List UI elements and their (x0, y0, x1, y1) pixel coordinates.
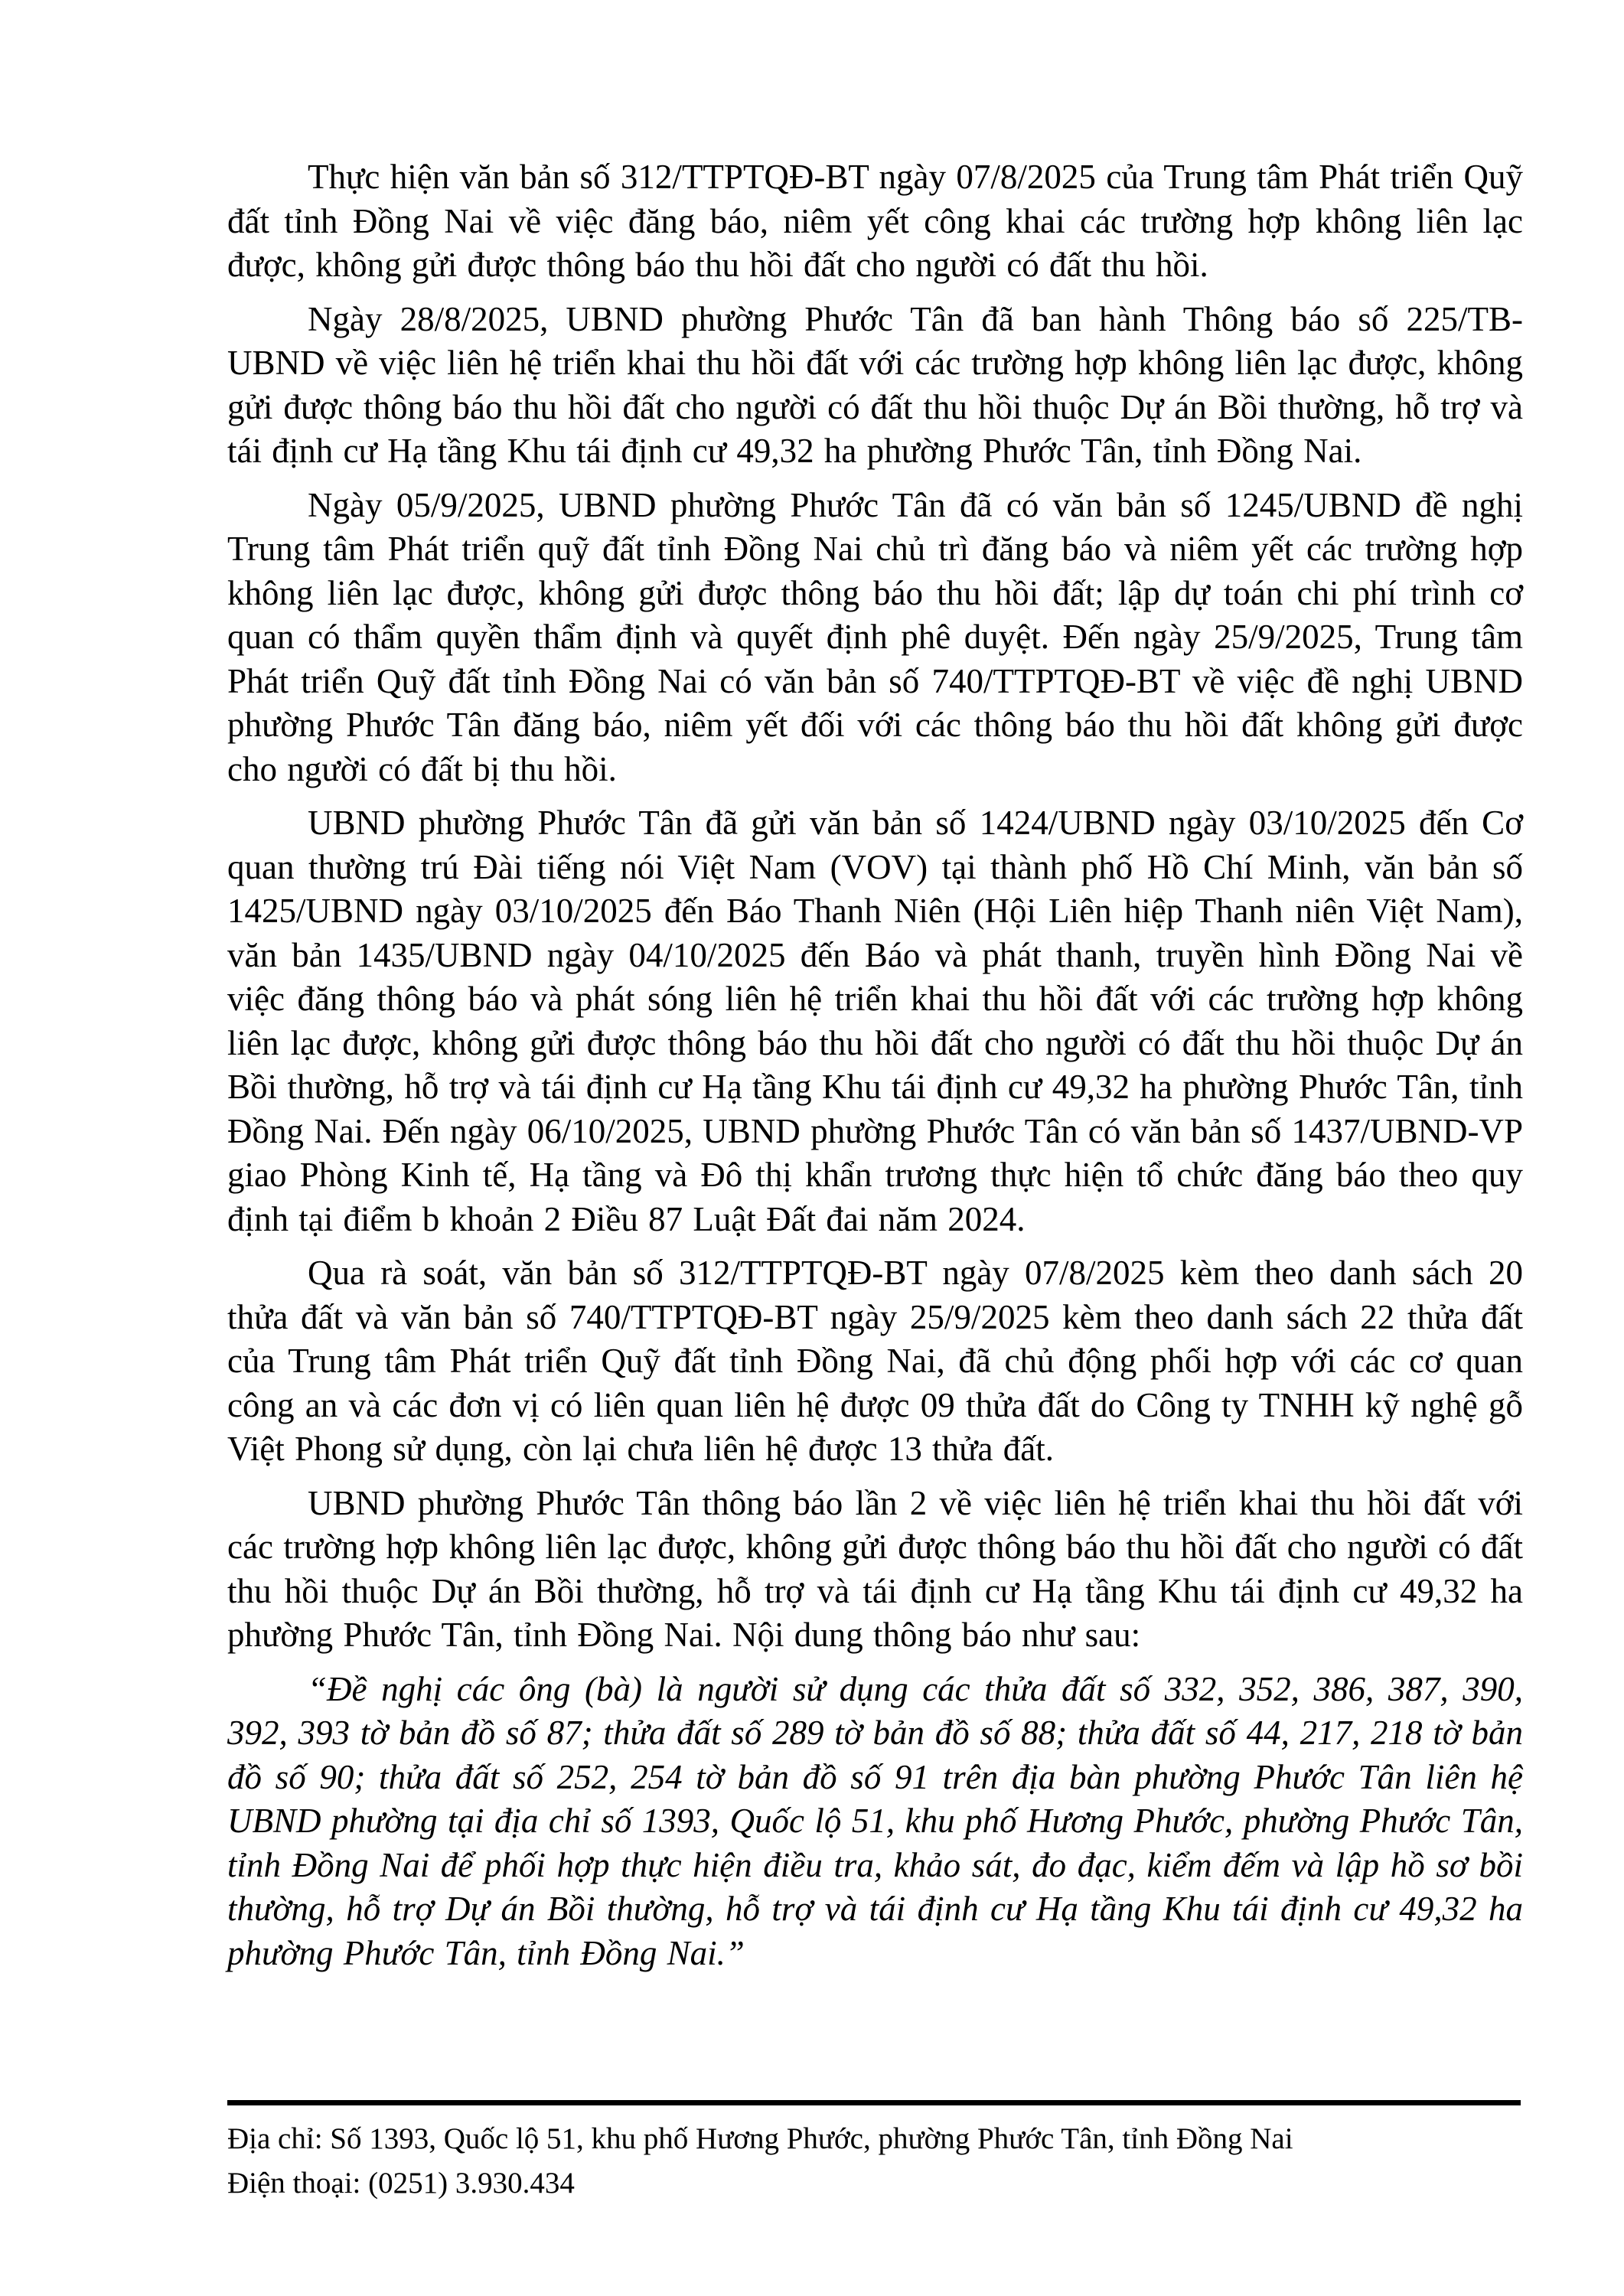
paragraph-5: Qua rà soát, văn bản số 312/TTPTQĐ-BT ngày 07/8/2025 kèm theo danh sách 20 thửa đất và văn bản số 740/TTPTQĐ-BT ngày 25/9/2025 kèm theo danh sách 22 thửa đất của Trung tâm Phát triển Quỹ đất tỉnh Đồng Nai, đã chủ động phối hợp với các cơ quan công an và các đơn vị có liên quan liên hệ được 09 thửa đất do Công ty TNHH kỹ nghệ gỗ Việt Phong sử dụng, còn lại chưa liên hệ được 13 thửa đất. (227, 1254, 1523, 1468)
paragraph-6: UBND phường Phước Tân thông báo lần 2 về việc liên hệ triển khai thu hồi đất với các trường hợp không liên lạc được, không gửi được thông báo thu hồi đất cho người có đất thu hồi thuộc Dự án Bồi thường, hỗ trợ và tái định cư Hạ tầng Khu tái định cư 49,32 ha phường Phước Tân, tỉnh Đồng Nai. Nội dung thông báo như sau: (227, 1483, 1523, 1654)
document-body (227, 155, 1523, 1985)
paragraph-4: UBND phường Phước Tân đã gửi văn bản số 1424/UBND ngày 03/10/2025 đến Cơ quan thường trú Đài tiếng nói Việt Nam (VOV) tại thành phố Hồ Chí Minh, văn bản số 1425/UBND ngày 03/10/2025 đến Báo Thanh Niên (Hội Liên hiệp Thanh niên Việt Nam), văn bản 1435/UBND ngày 04/10/2025 đến Báo và phát thanh, truyền hình Đồng Nai về việc đăng thông báo và phát sóng liên hệ triển khai thu hồi đất với các trường hợp không liên lạc được, không gửi được thông báo thu hồi đất cho người có đất thu hồi thuộc Dự án Bồi thường, hỗ trợ và tái định cư Hạ tầng Khu tái định cư 49,32 ha phường Phước Tân, tỉnh Đồng Nai. Đến ngày 06/10/2025, UBND phường Phước Tân có văn bản số 1437/UBND-VP giao Phòng Kinh tế, Hạ tầng và Đô thị khẩn trương thực hiện tổ chức đăng báo theo quy định tại điểm b khoản 2 Điều 87 Luật Đất đai năm 2024. (227, 804, 1523, 1238)
footer-address: Địa chỉ: Số 1393, Quốc lộ 51, khu phố Hương Phước, phường Phước Tân, tỉnh Đồng Nai (227, 2122, 1293, 2155)
document-footer (227, 2117, 1523, 2206)
quoted-notice-paragraph: “Đề nghị các ông (bà) là người sử dụng các thửa đất số 332, 352, 386, 387, 390, 392, 393 tờ bản đồ số 87; thửa đất số 289 tờ bản đồ số 88; thửa đất số 44, 217, 218 tờ bản đồ số 90; thửa đất số 252, 254 tờ bản đồ số 91 trên địa bàn phường Phước Tân liên hệ UBND phường tại địa chỉ số 1393, Quốc lộ 51, khu phố Hương Phước, phường Phước Tân, tỉnh Đồng Nai để phối hợp thực hiện điều tra, khảo sát, đo đạc, kiểm đếm và lập hồ sơ bồi thường, hỗ trợ Dự án Bồi thường, hỗ trợ và tái định cư Hạ tầng Khu tái định cư 49,32 ha phường Phước Tân, tỉnh Đồng Nai.” (227, 1669, 1523, 1972)
footer-divider (227, 2100, 1521, 2105)
paragraph-2: Ngày 28/8/2025, UBND phường Phước Tân đã ban hành Thông báo số 225/TB-UBND về việc liên hệ triển khai thu hồi đất với các trường hợp không liên lạc được, không gửi được thông báo thu hồi đất cho người có đất thu hồi thuộc Dự án Bồi thường, hỗ trợ và tái định cư Hạ tầng Khu tái định cư 49,32 ha phường Phước Tân, tỉnh Đồng Nai. (227, 299, 1523, 470)
paragraph-1: Thực hiện văn bản số 312/TTPTQĐ-BT ngày 07/8/2025 của Trung tâm Phát triển Quỹ đất tỉnh Đồng Nai về việc đăng báo, niêm yết công khai các trường hợp không liên lạc được, không gửi được thông báo thu hồi đất cho người có đất thu hồi. (227, 158, 1523, 284)
paragraph-3: Ngày 05/9/2025, UBND phường Phước Tân đã có văn bản số 1245/UBND đề nghị Trung tâm Phát triển quỹ đất tỉnh Đồng Nai chủ trì đăng báo và niêm yết các trường hợp không liên lạc được, không gửi được thông báo thu hồi đất; lập dự toán chi phí trình cơ quan có thẩm quyền thẩm định và quyết định phê duyệt. Đến ngày 25/9/2025, Trung tâm Phát triển Quỹ đất tỉnh Đồng Nai có văn bản số 740/TTPTQĐ-BT về việc đề nghị UBND phường Phước Tân đăng báo, niêm yết đối với các thông báo thu hồi đất không gửi được cho người có đất bị thu hồi. (227, 485, 1523, 788)
footer-phone: Điện thoại: (0251) 3.930.434 (227, 2167, 575, 2200)
